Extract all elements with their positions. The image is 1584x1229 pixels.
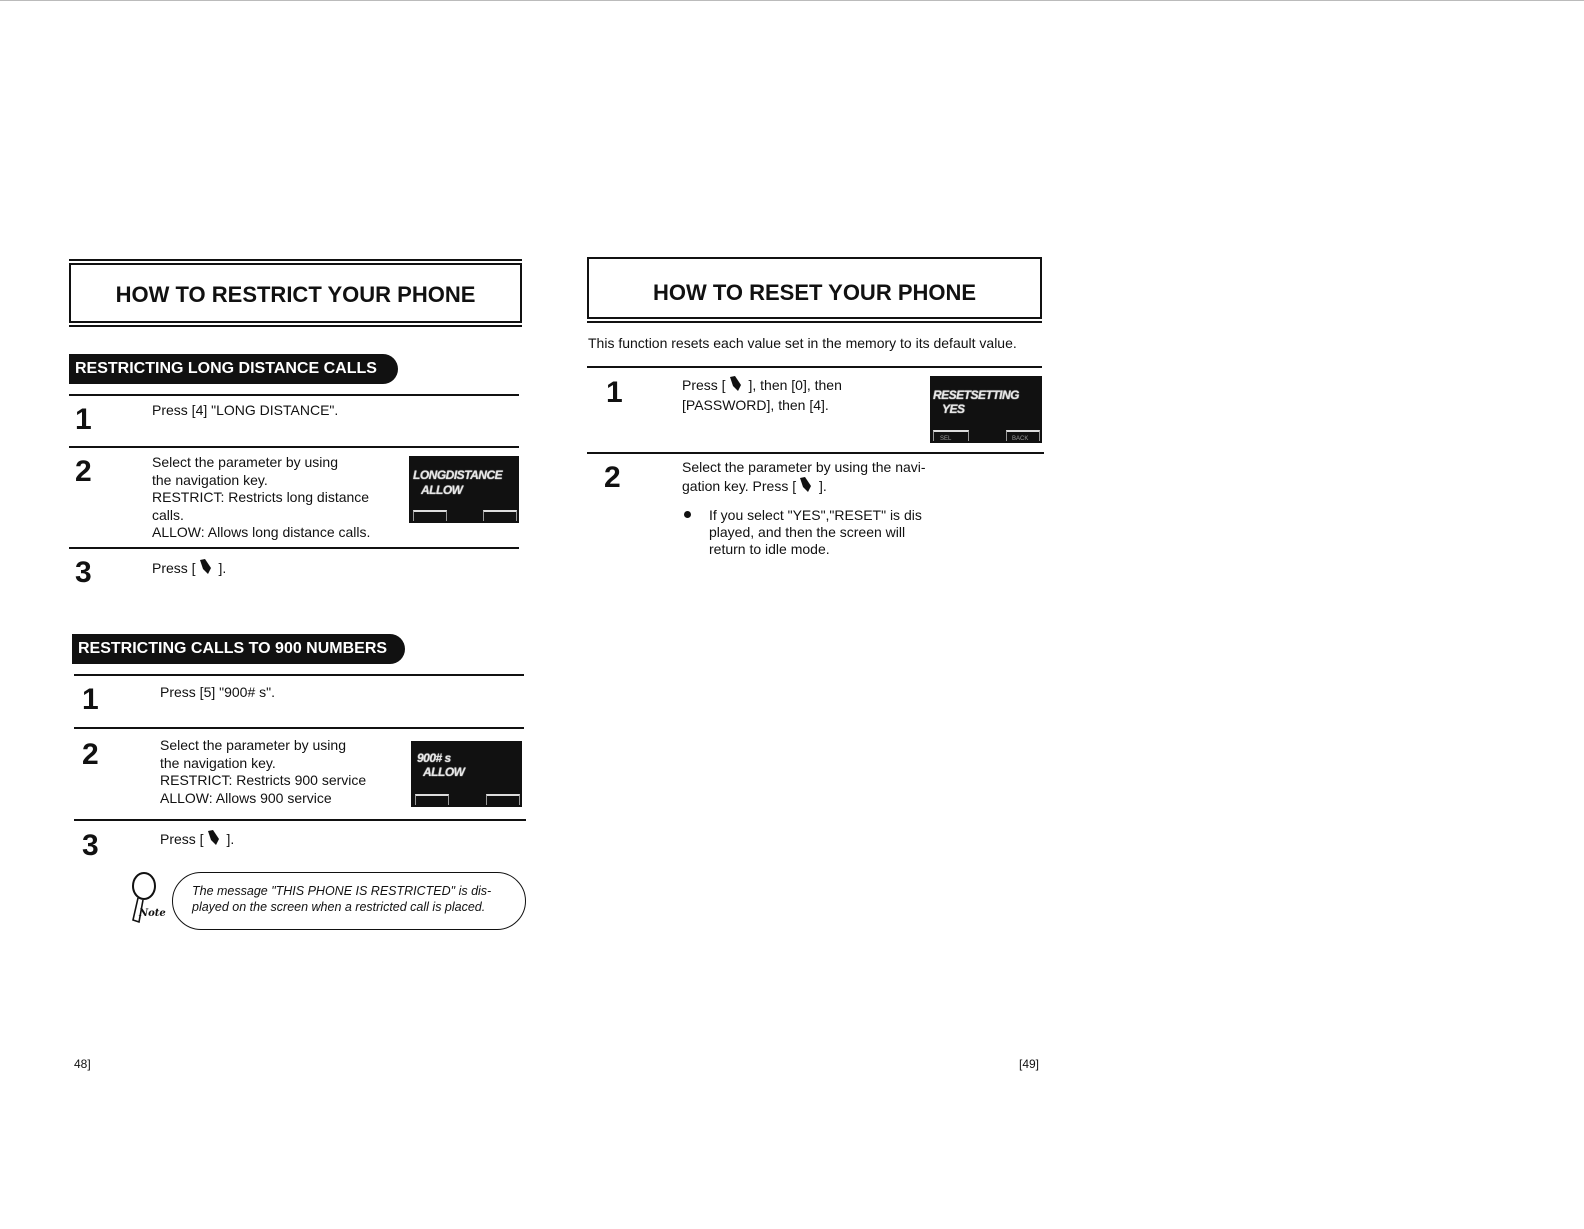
title-box-restrict	[69, 263, 522, 323]
title-rule-top	[69, 259, 522, 261]
section-header-900-numbers: RESTRICTING CALLS TO 900 NUMBERS	[72, 634, 405, 664]
section-header-long-distance: RESTRICTING LONG DISTANCE CALLS	[69, 354, 398, 384]
step-number: 2	[604, 461, 621, 494]
page-top-edge	[0, 0, 1584, 1]
page-number: [49]	[1019, 1057, 1040, 1071]
page-title: HOW TO RESET YOUR PHONE	[652, 280, 977, 305]
step-divider	[587, 366, 1042, 368]
step-divider	[69, 547, 519, 549]
title-box-reset	[587, 257, 1042, 319]
step-number: 3	[75, 556, 92, 589]
step-divider	[74, 674, 524, 676]
step-text: Select the parameter by using the navi- gation key. Press [ ].	[682, 459, 926, 497]
step-divider	[74, 819, 526, 821]
step-text: Select the parameter by using the navigation key. RESTRICT: Restricts long distance calls. ALLOW: Allows long distance calls.	[152, 454, 371, 540]
send-key-icon	[207, 830, 220, 851]
send-key-icon	[199, 559, 212, 580]
step-number: 1	[75, 403, 92, 436]
step-divider	[74, 727, 524, 729]
page-number: 48]	[74, 1057, 91, 1071]
step-divider	[587, 452, 1044, 454]
phone-screen-image: 900# s ALLOW	[411, 741, 522, 807]
bullet-text: If you select "YES","RESET" is dis played, and then the screen will return to idle mode.	[709, 507, 922, 557]
bullet-dot	[684, 511, 691, 518]
step-number: 3	[82, 829, 99, 862]
step-divider	[69, 446, 519, 448]
step-number: 2	[75, 455, 92, 488]
note-hand-icon: Note	[124, 872, 164, 933]
step-number: 1	[82, 683, 99, 716]
step-number: 2	[82, 738, 99, 771]
phone-screen-image: RESETSETTING YES SEL BACK	[930, 376, 1042, 443]
step-text: Press [4] "LONG DISTANCE".	[152, 402, 339, 418]
note-text: The message "THIS PHONE IS RESTRICTED" is dis- played on the screen when a restricted call is placed.	[192, 884, 492, 914]
step-text: Press [ ].	[152, 559, 226, 580]
title-rule-bottom	[69, 325, 522, 327]
send-key-icon	[729, 376, 742, 397]
step-number: 1	[606, 376, 623, 409]
step-text: Press [5] "900# s".	[160, 684, 275, 700]
phone-screen-image: LONGDISTANCE ALLOW	[409, 456, 519, 523]
page-title: HOW TO RESTRICT YOUR PHONE	[115, 282, 476, 307]
title-rule-bottom	[587, 321, 1042, 323]
intro-text: This function resets each value set in the memory to its default value.	[588, 335, 1017, 351]
step-text: Select the parameter by using the navigation key. RESTRICT: Restricts 900 service ALLOW: Allows 900 service	[160, 737, 367, 806]
step-text: Press [ ].	[160, 830, 234, 851]
send-key-icon	[799, 477, 812, 498]
step-text: Press [ ], then [0], then [PASSWORD], then [4].	[682, 377, 842, 413]
step-divider	[69, 394, 519, 396]
